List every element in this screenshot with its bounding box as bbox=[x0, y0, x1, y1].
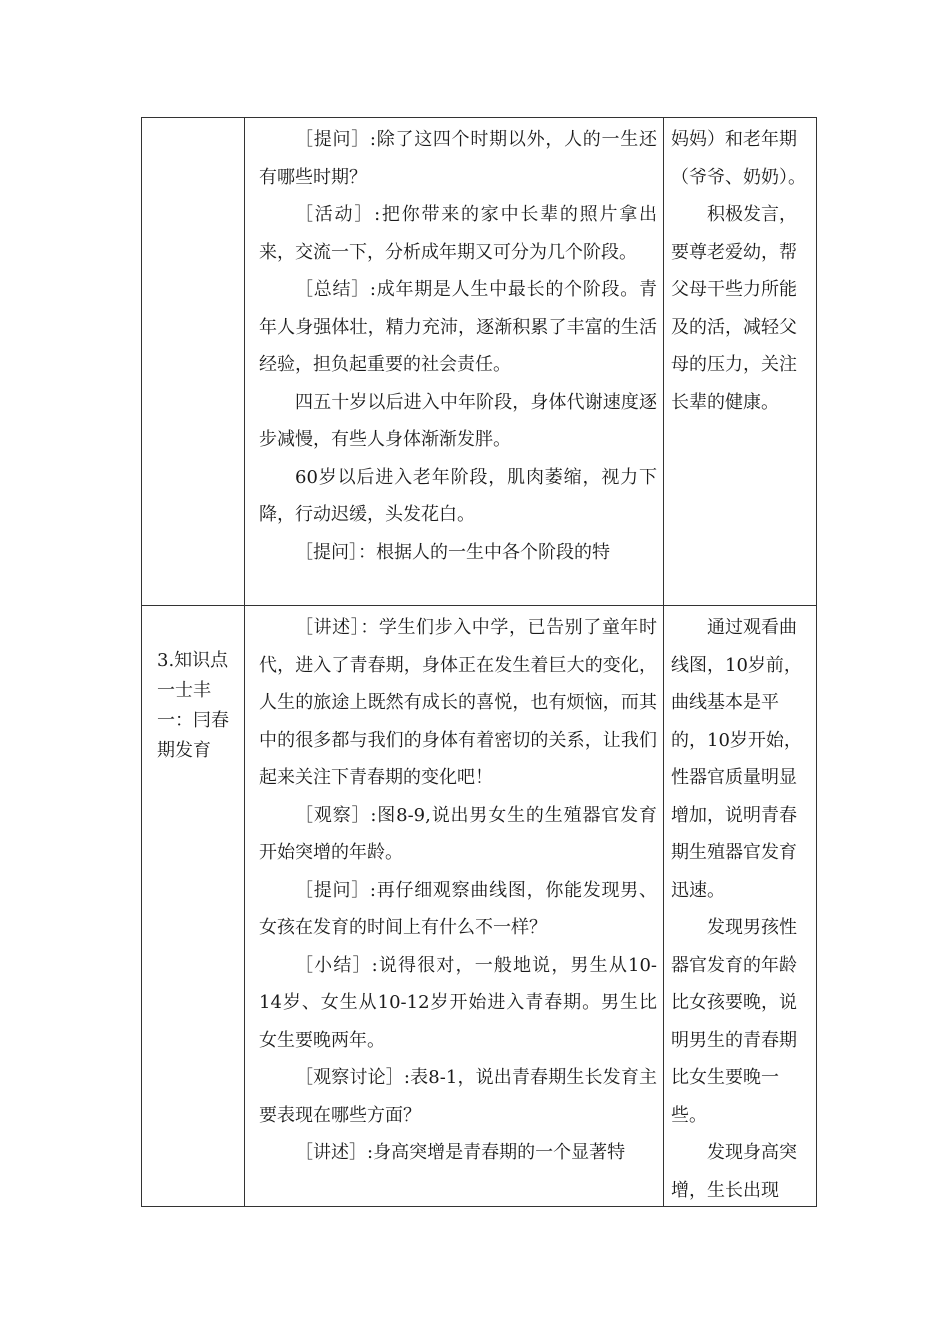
topic-label: 3.知识点一士丰一：冃春期发育 bbox=[157, 650, 229, 761]
paragraph: ［小结］:说得很对，一般地说，男生从10-14岁、女生从10-12岁开始进入青春期。男生比女生要晚两年。 bbox=[259, 954, 657, 1051]
paragraph: 积极发言，要尊老爱幼，帮父母干些力所能及的活，减轻父母的压力，关注长辈的健康。 bbox=[671, 204, 797, 413]
paragraph: ［提问］：根据人的一生中各个阶段的特 bbox=[295, 541, 610, 563]
topic-cell-empty bbox=[142, 118, 245, 606]
student-activity-cell bbox=[664, 606, 817, 1207]
paragraph: ［总结］:成年期是人生中最长的个阶段。青年人身强体壮，精力充沛，逐渐积累了丰富的生活经验，担负起重要的社会责任。 bbox=[259, 279, 657, 375]
paragraph: ［观察讨论］:表8-1，说出青春期生长发育主要表现在哪些方面？ bbox=[259, 1067, 657, 1126]
topic-label bbox=[142, 118, 244, 158]
paragraph: 发现身高突增，生长出现 bbox=[671, 1142, 797, 1201]
topic-cell bbox=[142, 606, 245, 1207]
table-row bbox=[142, 118, 817, 606]
paragraph: ［提问］:再仔细观察曲线图，你能发现男、女孩在发育的时间上有什么不一样？ bbox=[259, 879, 657, 938]
table-row bbox=[142, 606, 817, 1207]
teacher-activity-cell bbox=[245, 606, 664, 1207]
student-activity-cell bbox=[664, 118, 817, 606]
paragraph: 四五十岁以后进入中年阶段，身体代谢速度逐步减慢，有些人身体渐渐发胖。 bbox=[259, 391, 657, 450]
lesson-plan-table bbox=[141, 117, 817, 1207]
teacher-activity-cell bbox=[245, 118, 664, 606]
paragraph: ［讲述］：学生们步入中学，已告别了童年时代，进入了青春期，身体正在发生着巨大的变化，人生的旅途上既然有成长的喜悦，也有烦恼，而其中的很多都与我们的身体有着密切的关系，让我们起来关注下青春期的变化吧！ bbox=[259, 617, 657, 788]
paragraph: 妈妈）和老年期（爷爷、奶奶）。 bbox=[671, 129, 806, 188]
paragraph: ［提问］:除了这四个时期以外，人的一生还有哪些时期？ bbox=[259, 129, 657, 188]
paragraph: ［活动］:把你带来的家中长辈的照片拿出来，交流一下，分析成年期又可分为几个阶段。 bbox=[259, 204, 657, 263]
paragraph: ［讲述］:身高突增是青春期的一个显著特 bbox=[295, 1142, 626, 1163]
paragraph: ［观察］:图8-9,说出男女生的生殖器官发育开始突增的年龄。 bbox=[259, 804, 657, 863]
paragraph: 发现男孩性器官发育的年龄比女孩要晚，说明男生的青春期比女生要晚一些。 bbox=[671, 917, 797, 1126]
paragraph: 60岁以后进入老年阶段，肌肉萎缩，视力下降，行动迟缓，头发花白。 bbox=[259, 466, 657, 525]
paragraph: 通过观看曲线图，10岁前，曲线基本是平的，10岁开始，性器官质量明显增加，说明青春期生殖器官发育迅速。 bbox=[671, 617, 802, 901]
